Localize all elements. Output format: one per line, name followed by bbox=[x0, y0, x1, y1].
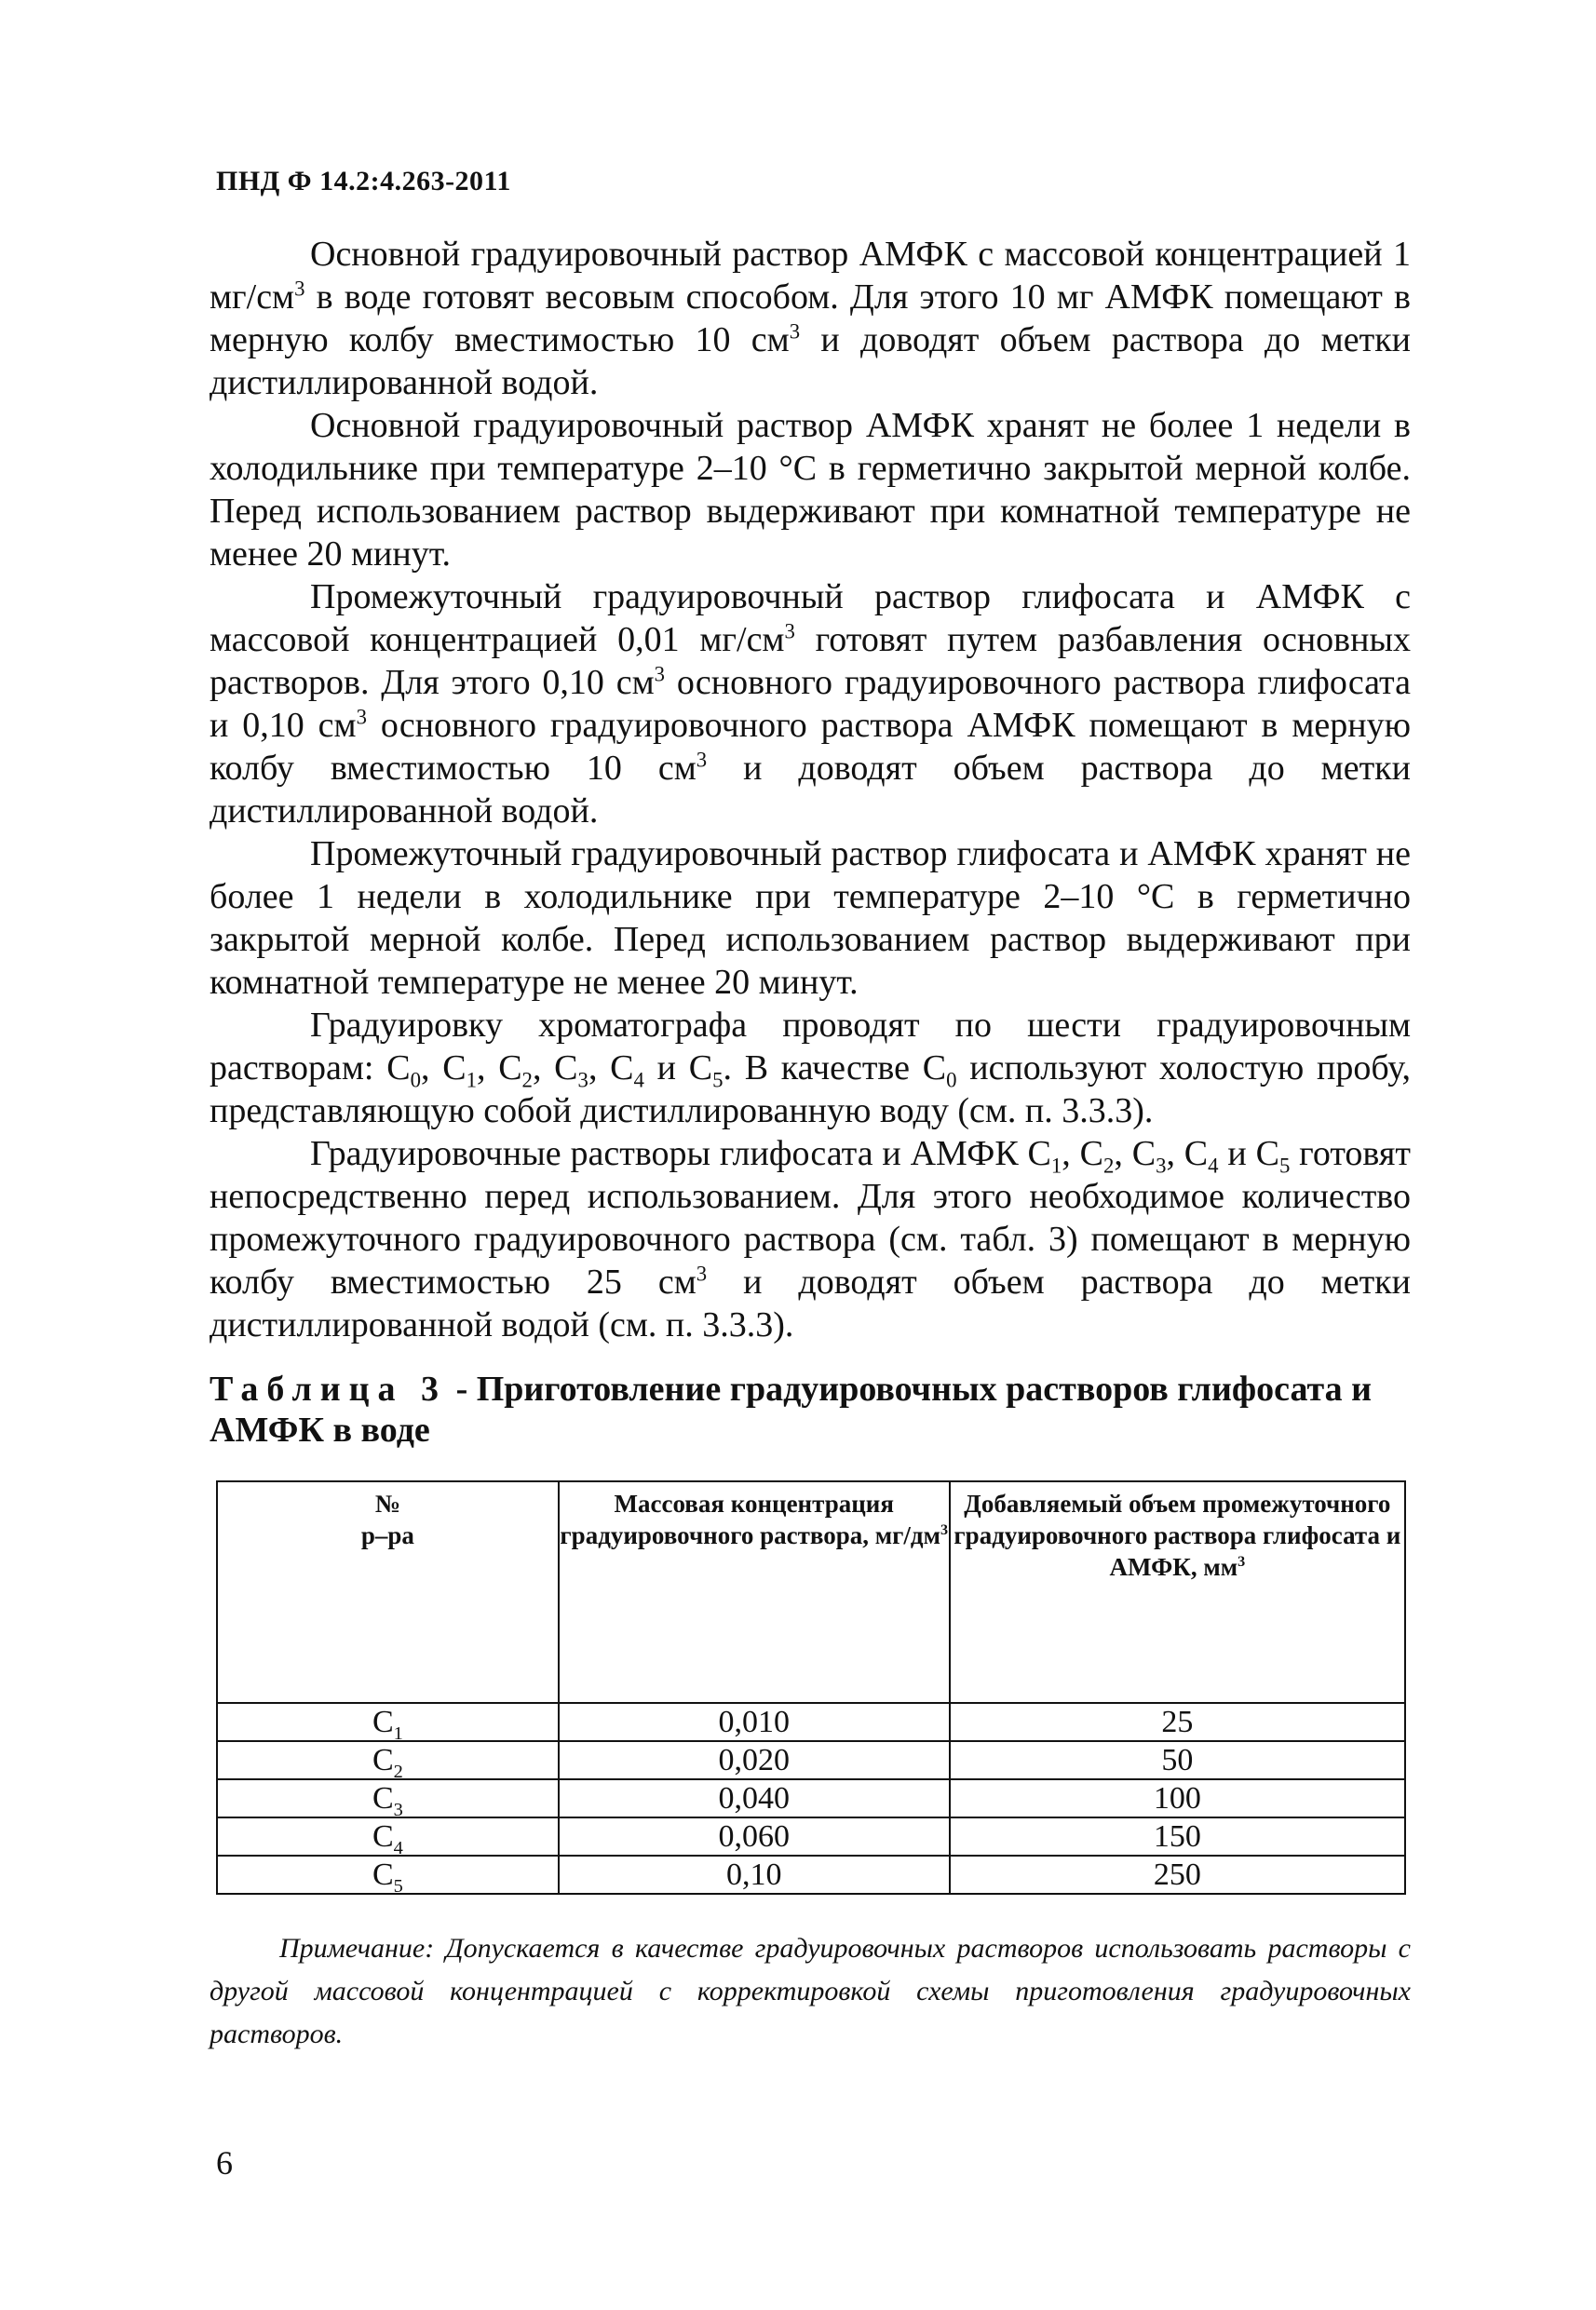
text-span: готовят непосредственно перед использованием. Для этого необходимое количество промежуточного градуировочного раствора (см. табл. 3) помещают в мерную колбу вместимостью 25 см bbox=[210, 1134, 1411, 1302]
superscript: 3 bbox=[789, 319, 801, 344]
text-span: , С bbox=[1062, 1134, 1103, 1173]
cell-text: С bbox=[372, 1743, 394, 1777]
paragraph-main-amfk-solution bbox=[210, 233, 1411, 404]
table-header-row bbox=[217, 1481, 1405, 1703]
subscript: 2 bbox=[521, 1068, 533, 1092]
superscript: 3 bbox=[940, 1521, 949, 1538]
table-row bbox=[217, 1856, 1405, 1894]
subscript: 1 bbox=[393, 1722, 403, 1744]
cell-concentration: 0,040 bbox=[559, 1779, 950, 1817]
paragraph-calibration-solutions bbox=[210, 1132, 1411, 1346]
body-text bbox=[210, 233, 1411, 1346]
superscript: 3 bbox=[654, 662, 666, 686]
table-row bbox=[217, 1741, 1405, 1779]
cell-volume: 150 bbox=[950, 1817, 1405, 1856]
table-caption-text: - Приготовление градуировочных растворов глифосата и АМФК в воде bbox=[210, 1370, 1372, 1450]
text-span: , С bbox=[420, 1048, 467, 1087]
note-text: Допускается в качестве градуировочных растворов использовать растворы с другой массовой концентрацией с корректировкой схемы приготовления градуировочных растворов. bbox=[210, 1933, 1411, 2049]
superscript: 3 bbox=[784, 619, 795, 643]
subscript: 3 bbox=[1156, 1154, 1167, 1178]
cell-text: С bbox=[372, 1705, 394, 1739]
cell-solution bbox=[217, 1856, 559, 1897]
text-span: , С bbox=[532, 1048, 578, 1087]
subscript: 5 bbox=[393, 1875, 403, 1897]
subscript: 1 bbox=[1050, 1154, 1062, 1178]
text-span: , С bbox=[588, 1048, 634, 1087]
text-span: , С bbox=[1114, 1134, 1156, 1173]
paragraph-intermediate-solution bbox=[210, 575, 1411, 832]
paragraph-storage-main: Основной градуировочный раствор АМФК хранят не более 1 недели в холодильнике при температуре 2–10 °С в герметично закрытой мерной колбе. Перед использованием раствор выдерживают при комнатной температуре не менее 20 минут. bbox=[210, 406, 1411, 574]
text-span: и С bbox=[643, 1048, 713, 1087]
text-span: и С bbox=[1218, 1134, 1279, 1173]
subscript: 4 bbox=[633, 1068, 644, 1092]
text-span: основного градуировочного раствора глифосата и 0,10 см bbox=[210, 663, 1411, 745]
subscript: 2 bbox=[393, 1761, 403, 1782]
header-solution-number bbox=[217, 1481, 559, 1703]
subscript: 3 bbox=[577, 1068, 588, 1092]
text-span: основного градуировочного раствора АМФК помещают в мерную колбу вместимостью 10 см bbox=[210, 706, 1411, 788]
text-span: Основной градуировочный раствор АМФК с массовой концентрацией 1 мг/см bbox=[210, 235, 1411, 317]
calibration-table bbox=[216, 1480, 1406, 1895]
cell-solution bbox=[217, 1741, 559, 1782]
table-row bbox=[217, 1779, 1405, 1817]
subscript: 4 bbox=[1208, 1154, 1219, 1178]
cell-text: С bbox=[372, 1819, 394, 1854]
superscript: 3 bbox=[696, 748, 708, 772]
superscript: 3 bbox=[696, 1262, 708, 1286]
subscript: 0 bbox=[946, 1068, 957, 1092]
table-caption-label: Таблица 3 bbox=[210, 1370, 448, 1409]
table-caption bbox=[210, 1369, 1411, 1451]
table-row bbox=[217, 1817, 1405, 1856]
text-span: используют холостую пробу, представляющую собой дистиллированную воду (см. п. 3.3.3). bbox=[210, 1048, 1411, 1130]
cell-text: С bbox=[372, 1857, 394, 1892]
text-span: и доводят объем раствора до метки дистиллированной водой. bbox=[210, 749, 1411, 831]
superscript: 3 bbox=[294, 277, 305, 301]
cell-concentration: 0,010 bbox=[559, 1703, 950, 1741]
table-row bbox=[217, 1703, 1405, 1741]
header-text: Массовая концентрация градуировочного раствора, мг/дм bbox=[560, 1490, 940, 1549]
cell-solution bbox=[217, 1817, 559, 1856]
cell-text: С bbox=[372, 1781, 394, 1816]
text-span: Промежуточный градуировочный раствор глифосата и АМФК с массовой концентрацией 0,01 мг/см bbox=[210, 577, 1411, 659]
subscript: 5 bbox=[1278, 1154, 1291, 1178]
text-span: Градуировочные растворы глифосата и АМФК С bbox=[310, 1134, 1051, 1173]
text-span: Градуировку хроматографа проводят по шести градуировочным растворам: С bbox=[210, 1006, 1411, 1087]
header-text: № bbox=[374, 1490, 400, 1518]
note-paragraph bbox=[210, 1927, 1411, 2056]
cell-volume: 25 bbox=[950, 1703, 1405, 1741]
cell-concentration: 0,060 bbox=[559, 1817, 950, 1856]
superscript: 3 bbox=[356, 705, 367, 729]
header-added-volume bbox=[950, 1481, 1405, 1703]
subscript: 5 bbox=[712, 1068, 724, 1092]
cell-solution bbox=[217, 1703, 559, 1744]
cell-volume: 50 bbox=[950, 1741, 1405, 1779]
page-number: 6 bbox=[216, 2144, 233, 2182]
cell-volume: 100 bbox=[950, 1779, 1405, 1817]
text-span: в воде готовят весовым способом. Для этого 10 мг АМФК помещают в мерную колбу вместимостью 10 см bbox=[210, 277, 1411, 359]
cell-solution bbox=[217, 1779, 559, 1820]
text-span: , С bbox=[476, 1048, 522, 1087]
text-span: и доводят объем раствора до метки дистиллированной водой. bbox=[210, 320, 1411, 402]
text-span: и доводят объем раствора до метки дистиллированной водой (см. п. 3.3.3). bbox=[210, 1263, 1411, 1344]
paragraph-storage-intermediate: Промежуточный градуировочный раствор глифосата и АМФК хранят не более 1 недели в холодильнике при температуре 2–10 °С в герметично закрытой мерной колбе. Перед использованием раствор выдерживают при комнатной температуре не менее 20 минут. bbox=[210, 834, 1411, 1002]
cell-concentration: 0,020 bbox=[559, 1741, 950, 1779]
subscript: 4 bbox=[393, 1837, 403, 1858]
text-span: готовят путем разбавления основных растворов. Для этого 0,10 см bbox=[210, 620, 1411, 702]
superscript: 3 bbox=[1238, 1553, 1246, 1570]
subscript: 1 bbox=[466, 1068, 477, 1092]
paragraph-calibration bbox=[210, 1004, 1411, 1132]
subscript: 2 bbox=[1102, 1154, 1115, 1178]
text-span: . В качестве С bbox=[723, 1048, 947, 1087]
document-code-header: ПНД Ф 14.2:4.263-2011 bbox=[216, 166, 511, 196]
header-text: р–ра bbox=[360, 1521, 414, 1549]
cell-volume: 250 bbox=[950, 1856, 1405, 1894]
subscript: 0 bbox=[410, 1068, 421, 1092]
header-mass-concentration bbox=[559, 1481, 950, 1703]
subscript: 3 bbox=[393, 1799, 403, 1820]
cell-concentration: 0,10 bbox=[559, 1856, 950, 1894]
text-span: , С bbox=[1166, 1134, 1209, 1173]
header-text: Добавляемый объем промежуточного градуировочного раствора глифосата и АМФК, мм bbox=[954, 1490, 1401, 1581]
note-label: Примечание: bbox=[279, 1933, 435, 1964]
table-note bbox=[210, 1927, 1411, 2056]
